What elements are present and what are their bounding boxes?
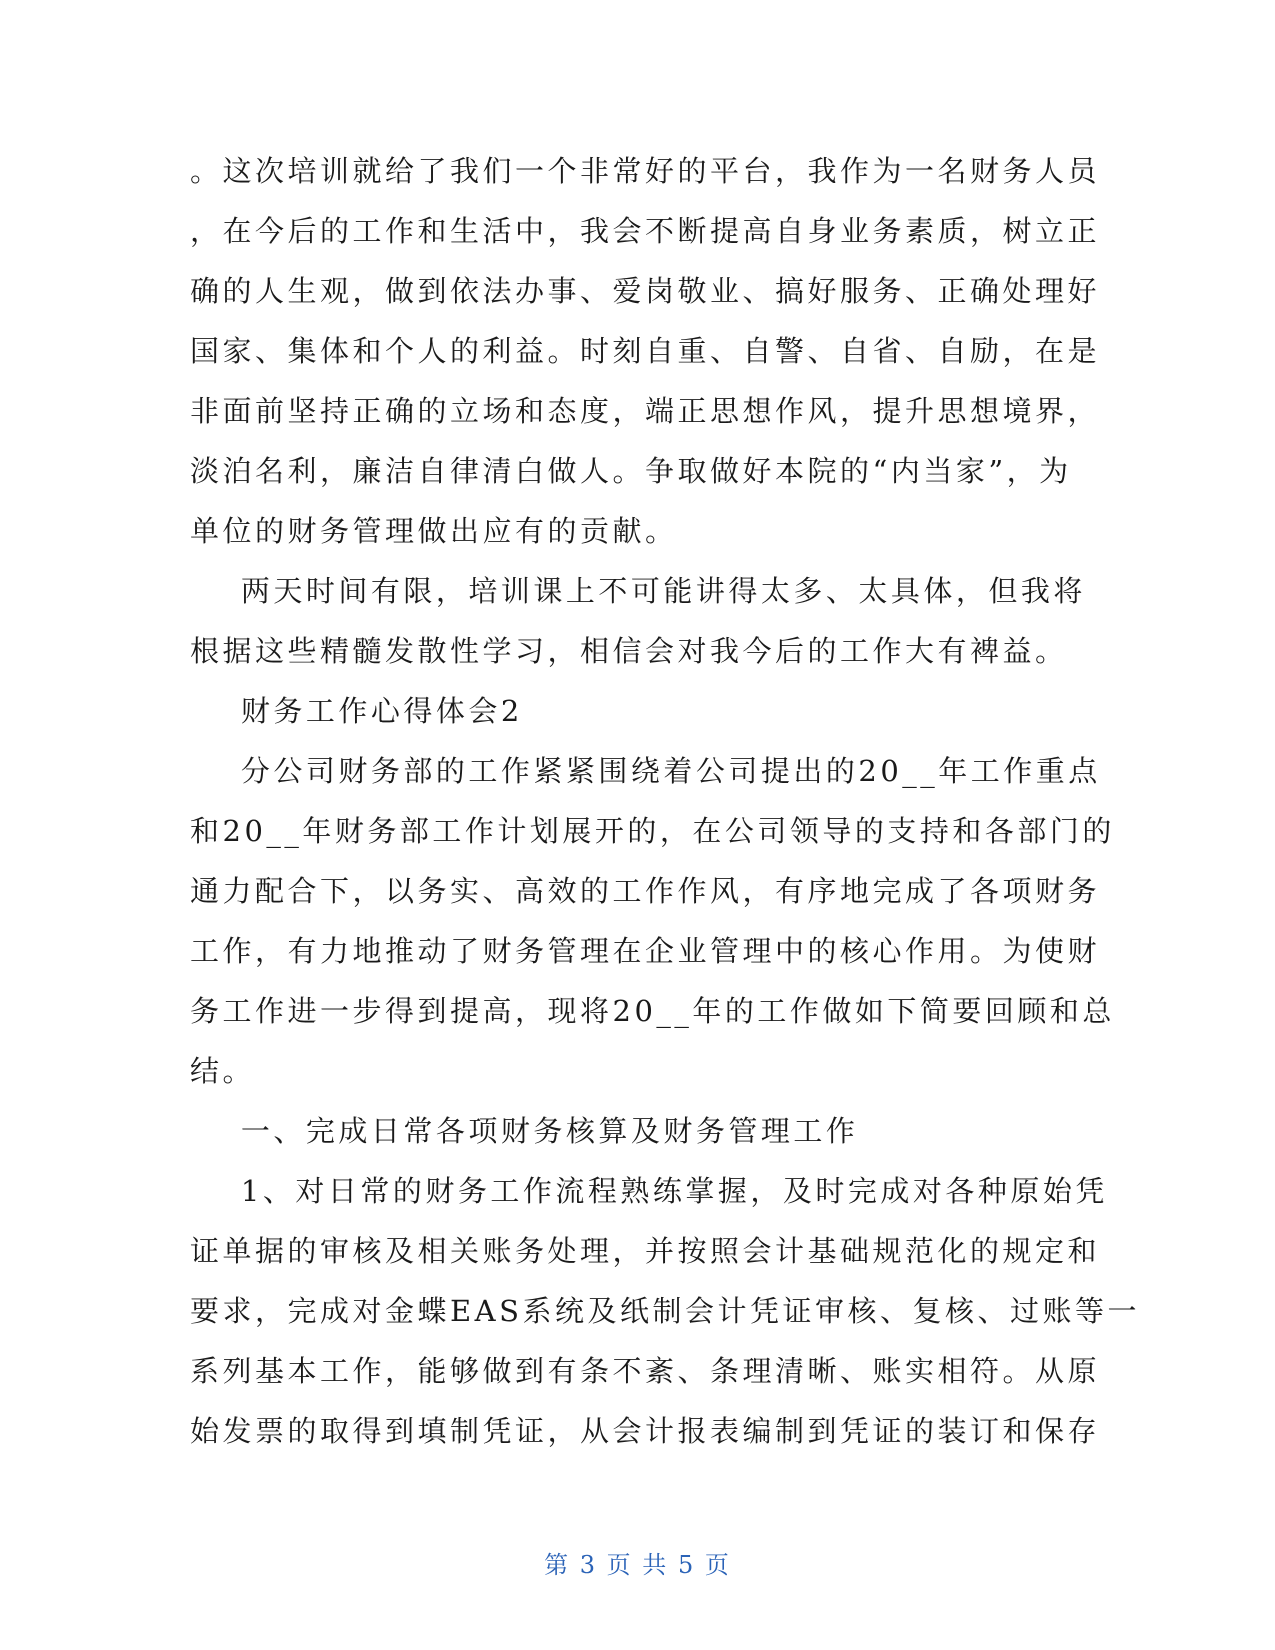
text-line: 结。 (190, 1054, 256, 1088)
text-line: 务工作进一步得到提高，现将20__年的工作做如下简要回顾和总 (190, 994, 1115, 1028)
text-line: 系列基本工作，能够做到有条不紊、条理清晰、账实相符。从原 (190, 1354, 1101, 1388)
text-line: 和20__年财务部工作计划展开的，在公司领导的支持和各部门的 (190, 814, 1115, 848)
text-line: 确的人生观，做到依法办事、爱岗敬业、搞好服务、正确处理好 (190, 274, 1101, 308)
text-line: 1、对日常的财务工作流程熟练掌握，及时完成对各种原始凭 (190, 1174, 1108, 1208)
text-line: 单位的财务管理做出应有的贡献。 (190, 514, 678, 548)
text-line: 根据这些精髓发散性学习，相信会对我今后的工作大有裨益。 (190, 634, 1068, 668)
text-line: 分公司财务部的工作紧紧围绕着公司提出的20__年工作重点 (190, 754, 1101, 788)
text-line: 。这次培训就给了我们一个非常好的平台，我作为一名财务人员 (190, 154, 1101, 188)
text-line: 证单据的审核及相关账务处理，并按照会计基础规范化的规定和 (190, 1234, 1101, 1268)
text-line: 工作，有力地推动了财务管理在企业管理中的核心作用。为使财 (190, 934, 1101, 968)
text-line: 国家、集体和个人的利益。时刻自重、自警、自省、自励，在是 (190, 334, 1101, 368)
text-line: 通力配合下，以务实、高效的工作作风，有序地完成了各项财务 (190, 874, 1101, 908)
subsection-heading: 一、完成日常各项财务核算及财务管理工作 (190, 1114, 859, 1148)
text-line: 始发票的取得到填制凭证，从会计报表编制到凭证的装订和保存 (190, 1414, 1101, 1448)
text-line: 要求，完成对金蝶EAS系统及纸制会计凭证审核、复核、过账等一 (190, 1294, 1140, 1328)
body-text (190, 141, 1140, 1461)
text-line: 非面前坚持正确的立场和态度，端正思想作风，提升思想境界， (190, 394, 1101, 428)
section-heading: 财务工作心得体会2 (190, 694, 523, 728)
text-line: 两天时间有限，培训课上不可能讲得太多、太具体，但我将 (190, 574, 1086, 608)
page-number-footer: 第 3 页 共 5 页 (544, 1551, 731, 1579)
text-line: ，在今后的工作和生活中，我会不断提高自身业务素质，树立正 (190, 214, 1101, 248)
text-line: 淡泊名利，廉洁自律清白做人。争取做好本院的“内当家”，为 (190, 454, 1072, 488)
